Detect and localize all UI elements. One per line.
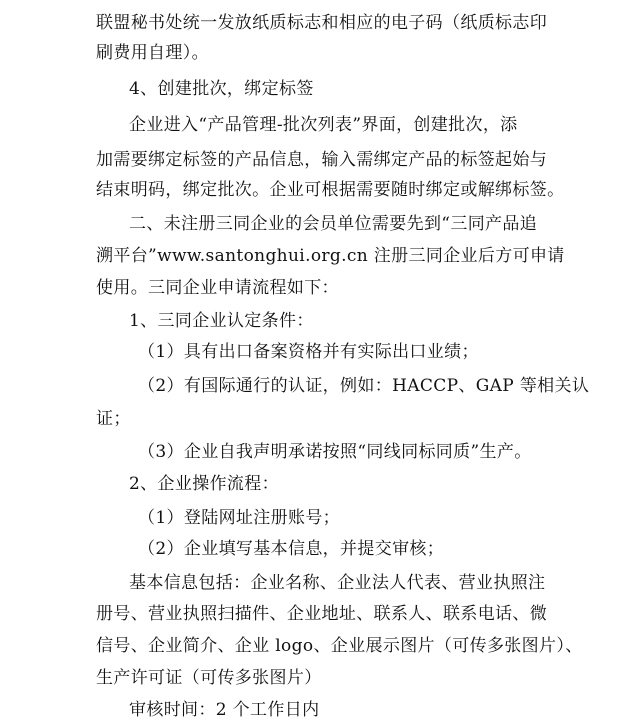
paragraph-line: 生产许可证（可传多张图片） (96, 668, 322, 688)
section-heading: 二、未注册三同企业的会员单位需要先到“三同产品追 (129, 214, 538, 234)
section-heading: 4、创建批次，绑定标签 (129, 79, 314, 99)
paragraph-line: 企业进入“产品管理-批次列表”界面，创建批次，添 (129, 115, 518, 135)
paragraph-line: 审核时间：2 个工作日内 (129, 700, 320, 720)
list-item: （2）企业填写基本信息，并提交审核； (138, 539, 445, 559)
paragraph-line: 加需要绑定标签的产品信息，输入需绑定产品的标签起始与 (96, 150, 548, 170)
paragraph-line: 刷费用自理）。 (96, 43, 209, 63)
paragraph-line: 信号、企业简介、企业 logo、企业展示图片（可传多张图片）、 (96, 636, 583, 656)
list-heading: 1、三同企业认定条件： (129, 311, 314, 331)
list-item: （3）企业自我声明承诺按照“同线同标同质”生产。 (138, 442, 532, 462)
list-heading: 2、企业操作流程： (129, 474, 279, 494)
list-item: （2）有国际通行的认证，例如：HACCP、GAP 等相关认 (138, 376, 590, 396)
list-item: （1）登陆网址注册账号； (138, 508, 341, 528)
list-item-continuation: 证； (96, 409, 131, 429)
list-item: （1）具有出口备案资格并有实际出口业绩； (138, 342, 479, 362)
paragraph-line: 联盟秘书处统一发放纸质标志和相应的电子码（纸质标志印 (96, 13, 548, 33)
paragraph-line: 基本信息包括：企业名称、企业法人代表、营业执照注 (129, 573, 546, 593)
paragraph-line: 结束明码，绑定批次。企业可根据需要随时绑定或解绑标签。 (96, 180, 565, 200)
paragraph-line: 溯平台”www.santonghui.org.cn 注册三同企业后方可申请 (96, 246, 565, 266)
paragraph-line: 册号、营业执照扫描件、企业地址、联系人、联系电话、微 (96, 604, 548, 624)
paragraph-line: 使用。三同企业申请流程如下： (96, 278, 339, 298)
